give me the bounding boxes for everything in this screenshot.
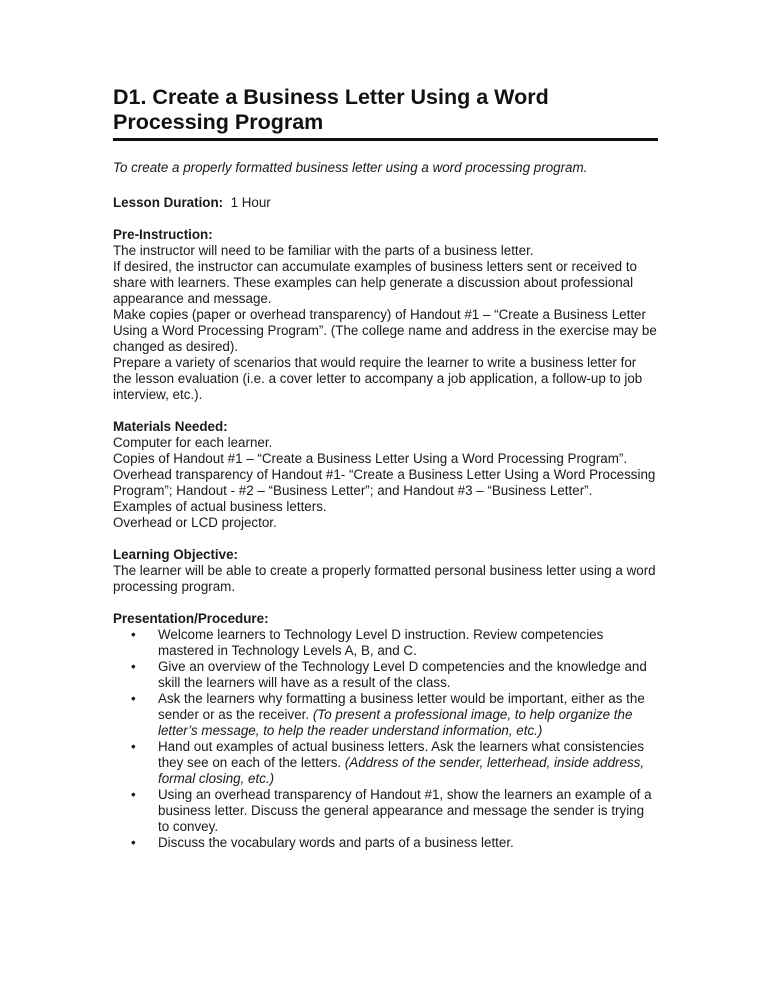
objective-section — [113, 547, 658, 595]
lesson-purpose: To create a properly formatted business letter using a word processing program. — [113, 160, 588, 175]
objective-text: The learner will be able to create a properly formatted personal business letter using a word processing program. — [113, 563, 656, 594]
bullet-icon: • — [131, 835, 136, 850]
procedure-text: Give an overview of the Technology Level D competencies and the knowledge and skill the learners will have as a result of the class. — [158, 659, 647, 690]
procedure-text: Welcome learners to Technology Level D instruction. Review competencies mastered in Technology Levels A, B, and C. — [158, 627, 604, 658]
pre-instruction-line: Prepare a variety of scenarios that would require the learner to write a business letter for the lesson evaluation (i.e. a cover letter to accompany a job application, a follow-up to job interview, etc.). — [113, 355, 643, 402]
materials-line: Overhead transparency of Handout #1- “Create a Business Letter Using a Word Processing Program”; Handout - #2 – “Business Letter”; and Handout #3 – “Business Letter”. — [113, 467, 656, 498]
procedure-text: Ask the learners why formatting a business letter would be important, either as the sender or as the receiver. — [158, 691, 645, 722]
procedure-text: Hand out examples of actual business letters. Ask the learners what consistencies they see on each of the letters. — [158, 739, 645, 770]
pre-instruction-line: Make copies (paper or overhead transparency) of Handout #1 – “Create a Business Letter Using a Word Processing Program”. (The college name and address in the exercise may be changed as desired). — [113, 307, 657, 354]
document-title: D1. Create a Business Letter Using a Word Processing Program — [113, 85, 658, 141]
pre-instruction-line: If desired, the instructor can accumulate examples of business letters sent or received to share with learners. These examples can help generate a discussion about professional appearance and message. — [113, 259, 637, 306]
pre-instruction-line: The instructor will need to be familiar with the parts of a business letter. — [113, 243, 534, 258]
bullet-icon: • — [131, 739, 136, 754]
procedure-item — [113, 659, 658, 691]
procedure-item — [113, 835, 658, 851]
bullet-icon: • — [131, 691, 136, 706]
procedure-section — [113, 611, 658, 851]
pre-instruction-heading: Pre-Instruction: — [113, 227, 213, 242]
materials-line: Copies of Handout #1 – “Create a Business Letter Using a Word Processing Program”. — [113, 451, 628, 466]
procedure-item — [113, 739, 658, 787]
duration-value: 1 Hour — [230, 195, 271, 210]
document-page — [113, 85, 658, 851]
procedure-note: (To present a professional image, to help organize the letter’s message, to help the reader understand information, etc.) — [158, 707, 633, 738]
procedure-text: Using an overhead transparency of Handout #1, show the learners an example of a business letter. Discuss the general appearance and message the sender is trying to convey. — [158, 787, 652, 834]
lesson-duration — [113, 195, 658, 211]
bullet-icon: • — [131, 627, 136, 642]
bullet-icon: • — [131, 659, 136, 674]
materials-line: Computer for each learner. — [113, 435, 273, 450]
pre-instruction-section — [113, 227, 658, 403]
procedure-list — [113, 627, 658, 851]
materials-section — [113, 419, 658, 531]
procedure-item — [113, 787, 658, 835]
duration-label: Lesson Duration: — [113, 195, 224, 210]
bullet-icon: • — [131, 787, 136, 802]
procedure-item — [113, 691, 658, 739]
procedure-heading: Presentation/Procedure: — [113, 611, 269, 626]
materials-line: Overhead or LCD projector. — [113, 515, 277, 530]
procedure-item — [113, 627, 658, 659]
procedure-note: (Address of the sender, letterhead, inside address, formal closing, etc.) — [158, 755, 645, 786]
materials-line: Examples of actual business letters. — [113, 499, 327, 514]
materials-heading: Materials Needed: — [113, 419, 228, 434]
objective-heading: Learning Objective: — [113, 547, 239, 562]
procedure-text: Discuss the vocabulary words and parts of a business letter. — [158, 835, 514, 850]
